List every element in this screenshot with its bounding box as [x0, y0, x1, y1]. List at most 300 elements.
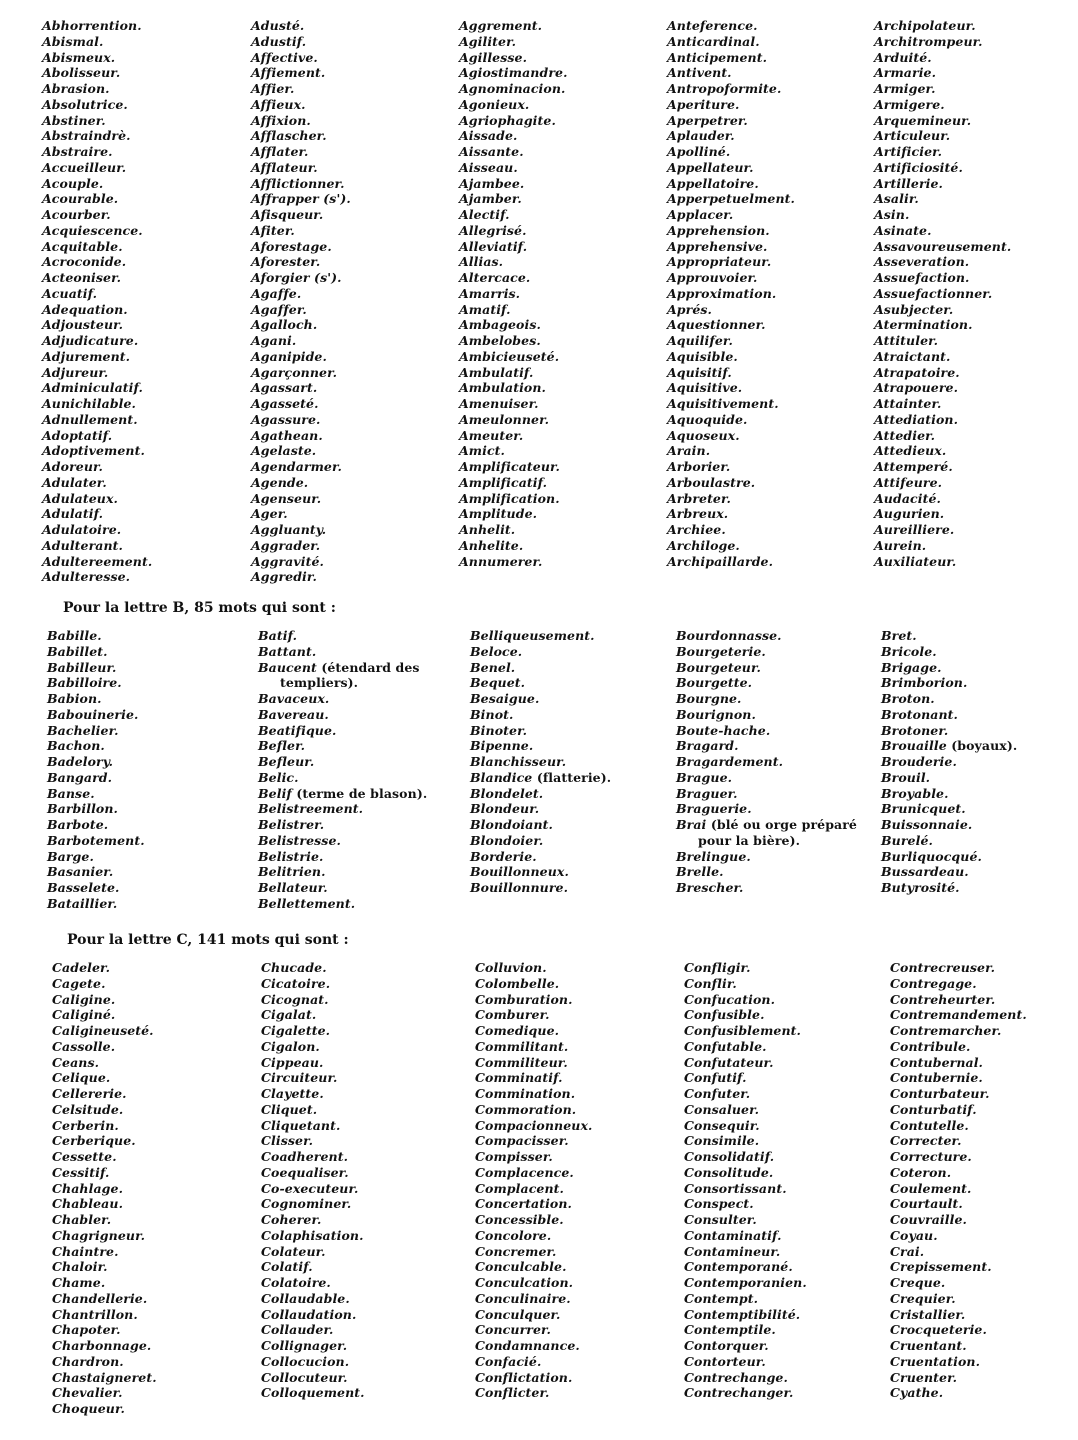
word-entry: Compacionneux.: [475, 1117, 593, 1133]
word-entry: Aggrement.: [459, 18, 543, 33]
word-entry: Contremandement.: [890, 1007, 1027, 1023]
entry-word: Borderie.: [470, 848, 537, 864]
word-entry: Aganipide.: [251, 348, 327, 364]
entry-word: Befleur.: [258, 754, 315, 769]
word-entry: [258, 707, 427, 723]
entry-word: Bourgeterie.: [676, 643, 766, 659]
word-entry: Aforester.: [251, 254, 321, 270]
word-entry: Antropoformite.: [667, 81, 782, 96]
word-column: [251, 18, 351, 585]
word-entry: Acouple.: [42, 175, 104, 191]
word-entry: [881, 675, 1017, 691]
word-entry: Aforestage.: [251, 238, 332, 254]
word-entry: Annumerer.: [459, 553, 543, 569]
entry-word: Brouaille: [881, 738, 947, 754]
word-entry: Adnullement.: [42, 411, 138, 427]
word-entry: [881, 691, 1017, 707]
word-entry: Consulter.: [684, 1212, 757, 1227]
word-entry: Aquoquide.: [667, 411, 748, 427]
word-entry: Coherer.: [261, 1212, 322, 1227]
word-entry: Chagrigneur.: [52, 1227, 146, 1243]
word-entry: Abstraindrè.: [42, 128, 131, 144]
word-entry: Consequir.: [684, 1117, 760, 1133]
entry-word: Belistrie.: [258, 848, 324, 864]
word-entry: Arboulastre.: [667, 474, 756, 490]
word-entry: Ambulatif.: [459, 364, 534, 380]
word-entry: Abstiner.: [42, 112, 106, 128]
word-entry: [258, 864, 427, 880]
word-entry: Cliquet.: [261, 1101, 318, 1117]
entry-word: Bourdonnasse.: [676, 628, 782, 643]
entry-word: Bourgette.: [676, 675, 753, 691]
word-entry: Aquisitif.: [667, 364, 732, 380]
word-entry: [47, 770, 145, 786]
entry-word: Babillet.: [47, 643, 108, 659]
word-entry: [676, 786, 857, 802]
word-entry: Confusible.: [684, 1007, 765, 1023]
word-entry: Amplitude.: [459, 506, 538, 522]
entry-word: Bellettement.: [258, 895, 356, 911]
entry-note-continuation: templiers).: [280, 675, 359, 691]
word-entry: Aquoseux.: [667, 427, 740, 443]
word-entry: Aprés.: [667, 301, 712, 317]
entry-word: Bussardeau.: [881, 864, 969, 880]
word-entry: Cessette.: [52, 1149, 117, 1164]
entry-word: Bachon.: [47, 738, 105, 754]
word-entry: Ajamber.: [459, 191, 522, 207]
word-entry: [676, 660, 857, 676]
word-entry: Coulement.: [890, 1180, 972, 1196]
entry-word: Braguerie.: [676, 801, 752, 817]
word-entry: Contempt.: [684, 1290, 759, 1306]
word-entry: Adultereement.: [42, 553, 153, 569]
word-entry: Ajambee.: [459, 175, 525, 191]
word-entry: [676, 675, 857, 691]
word-entry: Commination.: [475, 1086, 576, 1101]
word-entry: Contorquer.: [684, 1338, 769, 1353]
word-entry: Chevalier.: [52, 1385, 123, 1401]
word-entry: Creque.: [890, 1275, 946, 1290]
word-entry: [47, 880, 145, 896]
entry-word: Bourgne.: [676, 691, 742, 706]
word-entry: Afflictionner.: [251, 175, 345, 191]
word-entry: Agarçonner.: [251, 364, 338, 380]
word-entry: Contemporané.: [684, 1259, 793, 1275]
word-entry: Abismeux.: [42, 49, 116, 65]
word-entry: Adjudicature.: [42, 333, 139, 348]
entry-word: Belistreement.: [258, 801, 364, 817]
word-entry: Allias.: [459, 254, 504, 270]
word-entry: Cerberique.: [52, 1133, 136, 1149]
word-entry: Caligine.: [52, 991, 116, 1007]
word-entry: Abismal.: [42, 33, 104, 49]
word-entry: Ameuter.: [459, 427, 524, 443]
word-entry: Antivent.: [667, 65, 732, 81]
word-entry: Amict.: [459, 443, 506, 459]
word-entry: [258, 738, 427, 754]
entry-word: Brunicquet.: [881, 801, 966, 817]
word-entry: Architrompeur.: [874, 33, 983, 49]
word-entry: [470, 628, 611, 644]
word-entry: Amplificateur.: [459, 459, 561, 474]
word-entry: Cognominer.: [261, 1196, 352, 1212]
word-entry: [47, 707, 145, 723]
word-entry: [470, 864, 611, 880]
word-entry: Articuleur.: [874, 128, 951, 144]
word-entry: Aissade.: [459, 128, 518, 144]
word-entry: Cliquetant.: [261, 1117, 341, 1133]
word-entry: Abstraire.: [42, 144, 113, 159]
word-entry: Asinate.: [874, 222, 932, 238]
word-entry: Conculquer.: [475, 1306, 561, 1322]
word-entry: Apolliné.: [667, 144, 731, 159]
word-entry: Chame.: [52, 1275, 106, 1290]
word-column: [47, 628, 145, 912]
word-entry: Acteoniser.: [42, 270, 122, 285]
word-entry: Contrechanger.: [684, 1385, 794, 1401]
word-entry: Collocucion.: [261, 1353, 350, 1369]
word-entry: Chastaigneret.: [52, 1369, 157, 1385]
word-entry: Consolidatif.: [684, 1149, 775, 1164]
entry-word: Brigage.: [881, 659, 942, 675]
word-entry: Aissante.: [459, 144, 524, 159]
entry-word: Beatifique.: [258, 722, 337, 738]
word-entry: [258, 675, 427, 691]
word-entry: Agalloch.: [251, 317, 318, 333]
word-entry: Asubjecter.: [874, 301, 954, 317]
word-entry: Arborier.: [667, 459, 731, 474]
word-entry: Attituler.: [874, 333, 939, 348]
word-entry: Augurien.: [874, 506, 945, 522]
word-entry: Collaudable.: [261, 1290, 350, 1306]
word-entry: Contorteur.: [684, 1353, 766, 1369]
entry-word: Brotoner.: [881, 722, 949, 738]
entry-word: Brouil.: [881, 769, 931, 785]
word-entry: Confacié.: [475, 1353, 542, 1369]
word-entry: Chardron.: [52, 1353, 124, 1369]
word-entry: Acourber.: [42, 207, 111, 222]
entry-word: Bricole.: [881, 643, 937, 659]
word-entry: [470, 754, 611, 770]
entry-note: (boyaux).: [951, 738, 1018, 754]
entry-word: Bequet.: [470, 675, 526, 691]
entry-word: Buissonnaie.: [881, 817, 973, 832]
word-entry: [470, 738, 611, 754]
entry-word: Bouillonnure.: [470, 880, 569, 895]
entry-word: Binot.: [470, 706, 514, 722]
word-entry: [676, 770, 857, 786]
word-entry: Affieux.: [251, 96, 306, 112]
entry-word: Bataillier.: [47, 895, 118, 911]
word-entry: Affiement.: [251, 65, 326, 81]
word-entry: [881, 864, 1017, 880]
word-entry: Cruentation.: [890, 1353, 981, 1369]
entry-word: Braguer.: [676, 785, 738, 801]
word-entry: Confusiblement.: [684, 1023, 801, 1038]
word-entry: Conflir.: [684, 975, 737, 991]
entry-note: (flatterie).: [536, 769, 612, 785]
word-entry: Acquiescence.: [42, 222, 143, 238]
word-entry: Adoptatif.: [42, 427, 113, 443]
word-entry: Cyathe.: [890, 1385, 944, 1401]
word-entry: Agiliter.: [459, 33, 517, 49]
word-entry: Amarris.: [459, 285, 521, 301]
word-entry: Conturbatif.: [890, 1101, 977, 1117]
word-entry: Aquisitivement.: [667, 396, 779, 411]
word-entry: Cigalon.: [261, 1038, 320, 1054]
word-entry: [881, 849, 1017, 865]
word-entry: [258, 660, 427, 676]
word-entry: [676, 849, 857, 865]
word-entry: Aforgier (s').: [251, 270, 342, 285]
word-entry: [258, 644, 427, 660]
word-entry: [881, 707, 1017, 723]
word-entry: Compacisser.: [475, 1133, 569, 1149]
word-entry: Conculcation.: [475, 1275, 574, 1290]
word-entry: Adulater.: [42, 474, 107, 490]
word-entry: [47, 738, 145, 754]
word-entry: Conflictation.: [475, 1369, 573, 1385]
entry-word: Bavereau.: [258, 706, 329, 722]
word-entry: [470, 817, 611, 833]
entry-word: Besaigue.: [470, 691, 540, 706]
word-entry: Confucation.: [684, 991, 776, 1007]
word-column: [684, 960, 807, 1401]
word-entry: Adjureur.: [42, 364, 109, 380]
word-entry: Contremarcher.: [890, 1023, 1002, 1038]
word-entry: [676, 738, 857, 754]
word-entry: [470, 786, 611, 802]
word-entry: Cruentant.: [890, 1338, 967, 1353]
word-entry: Crocqueterie.: [890, 1322, 987, 1338]
word-entry: Colateur.: [261, 1243, 326, 1259]
entry-word: Blanchisseur.: [470, 754, 567, 769]
word-entry: [258, 849, 427, 865]
word-entry: [676, 880, 857, 896]
entry-word: Bellateur.: [258, 880, 328, 895]
entry-word: Bavaceux.: [258, 691, 330, 706]
word-entry: Archipaillarde.: [667, 553, 774, 569]
word-entry: Clisser.: [261, 1133, 314, 1149]
word-entry: Contrechange.: [684, 1369, 788, 1385]
word-entry: Conturbateur.: [890, 1086, 990, 1101]
word-entry: Agassart.: [251, 380, 318, 396]
word-entry: Altercace.: [459, 270, 531, 285]
entry-word: Blondoiant.: [470, 817, 553, 832]
word-entry: Aquestionner.: [667, 317, 766, 333]
word-entry: Confutateur.: [684, 1054, 774, 1070]
word-entry: Celique.: [52, 1070, 111, 1086]
entry-word: Babilloire.: [47, 675, 122, 691]
word-entry: Consortissant.: [684, 1180, 787, 1196]
word-entry: [258, 770, 427, 786]
entry-word: Brescher.: [676, 880, 744, 895]
word-entry: Crai.: [890, 1243, 925, 1259]
word-entry: Approximation.: [667, 285, 777, 301]
word-entry: Adminiculatif.: [42, 380, 144, 396]
word-entry: [470, 770, 611, 786]
word-entry: Attedier.: [874, 427, 936, 443]
word-entry: Cessitif.: [52, 1164, 110, 1180]
word-entry: Commilitant.: [475, 1038, 569, 1054]
word-entry: Contutelle.: [890, 1117, 969, 1133]
word-entry: Aperpetrer.: [667, 112, 748, 128]
word-entry: Afisqueur.: [251, 207, 324, 222]
word-entry: Arain.: [667, 443, 711, 459]
word-entry: Confuter.: [684, 1086, 751, 1101]
word-entry: Clayette.: [261, 1086, 324, 1101]
word-entry: [676, 801, 857, 817]
word-entry: [676, 628, 857, 644]
word-entry: Collaudation.: [261, 1306, 357, 1322]
word-entry: Applacer.: [667, 207, 734, 222]
word-entry: Correcter.: [890, 1133, 962, 1149]
word-entry: Confutif.: [684, 1070, 747, 1086]
word-entry: [676, 691, 857, 707]
word-entry: Contreheurter.: [890, 991, 996, 1007]
word-entry: Colloquement.: [261, 1385, 365, 1401]
word-entry: [470, 880, 611, 896]
word-entry: [47, 675, 145, 691]
entry-word: Badelory.: [47, 754, 114, 769]
word-entry: Chabler.: [52, 1212, 112, 1227]
word-entry: Agriophagite.: [459, 112, 556, 128]
word-entry: Adoreur.: [42, 459, 103, 474]
word-entry: Conculcable.: [475, 1259, 567, 1275]
word-entry: Agiostimandre.: [459, 65, 568, 81]
word-entry: Chableau.: [52, 1196, 124, 1212]
word-entry: Ager.: [251, 506, 288, 522]
word-entry: Consimile.: [684, 1133, 760, 1149]
word-entry: Comburation.: [475, 991, 573, 1007]
word-entry: [47, 754, 145, 770]
word-entry: Co-executeur.: [261, 1180, 359, 1196]
word-entry: [676, 833, 857, 849]
word-entry: Aquilifer.: [667, 333, 733, 348]
word-entry: [258, 691, 427, 707]
word-entry: Archiloge.: [667, 537, 740, 553]
word-entry: Cicatoire.: [261, 975, 331, 991]
word-entry: Arbreter.: [667, 490, 731, 506]
entry-word: Bragardement.: [676, 754, 784, 769]
word-entry: Aunichilable.: [42, 396, 137, 411]
word-entry: Atrapatoire.: [874, 364, 960, 380]
word-entry: Archipolateur.: [874, 18, 976, 33]
entry-word: Basselete.: [47, 880, 120, 895]
word-entry: Agillesse.: [459, 49, 528, 65]
word-entry: Correcture.: [890, 1149, 972, 1164]
word-entry: Ambelobes.: [459, 333, 541, 348]
word-entry: Adulatif.: [42, 506, 104, 522]
word-entry: Acuatif.: [42, 285, 98, 301]
word-entry: Adustif.: [251, 33, 307, 49]
word-entry: Asalir.: [874, 191, 919, 207]
word-column: [890, 960, 1027, 1401]
word-entry: Condamnance.: [475, 1338, 580, 1353]
word-entry: [881, 801, 1017, 817]
word-entry: [881, 660, 1017, 676]
word-entry: [47, 644, 145, 660]
word-entry: Cruenter.: [890, 1369, 958, 1385]
entry-word: Boute-hache.: [676, 722, 771, 738]
word-entry: Chaloir.: [52, 1259, 108, 1275]
entry-word: Basanier.: [47, 864, 114, 880]
word-entry: Coequaliser.: [261, 1164, 349, 1180]
word-entry: Assavoureusement.: [874, 238, 1012, 254]
word-entry: Acourable.: [42, 191, 119, 207]
word-entry: Concremer.: [475, 1243, 557, 1259]
entry-word: Brimborion.: [881, 675, 968, 691]
word-entry: Aquisible.: [667, 348, 738, 364]
word-entry: [47, 896, 145, 912]
word-entry: Concurrer.: [475, 1322, 551, 1338]
word-entry: Contribule.: [890, 1038, 971, 1054]
word-entry: Attainter.: [874, 396, 942, 411]
word-entry: Adulatoire.: [42, 522, 122, 537]
word-entry: Conspect.: [684, 1196, 754, 1212]
word-entry: Consolitude.: [684, 1164, 774, 1180]
word-entry: Adjurement.: [42, 348, 131, 364]
word-entry: [881, 833, 1017, 849]
entry-word: Bachelier.: [47, 722, 119, 738]
word-entry: Colatoire.: [261, 1275, 331, 1290]
word-entry: Auxiliateur.: [874, 553, 957, 569]
word-entry: Agonieux.: [459, 96, 530, 112]
word-entry: Aisseau.: [459, 159, 518, 175]
word-entry: Chantrillon.: [52, 1306, 138, 1322]
word-entry: Confligir.: [684, 960, 751, 975]
entry-word: Belitrien.: [258, 864, 326, 880]
word-entry: [676, 707, 857, 723]
word-entry: [47, 660, 145, 676]
word-column: [470, 628, 611, 896]
word-entry: Contaminatif.: [684, 1227, 782, 1243]
word-entry: [47, 801, 145, 817]
word-entry: Acroconide.: [42, 254, 127, 270]
entry-note: (terme de blason).: [296, 785, 428, 801]
word-entry: Caligineuseté.: [52, 1023, 154, 1038]
word-entry: Chucade.: [261, 960, 327, 975]
word-entry: Asseveration.: [874, 254, 970, 270]
word-entry: Contregage.: [890, 975, 977, 991]
word-entry: Couvraille.: [890, 1212, 967, 1227]
word-column: [475, 960, 592, 1401]
entry-word: Babilleur.: [47, 659, 117, 675]
word-column: [881, 628, 1017, 896]
word-entry: Cellererie.: [52, 1086, 127, 1101]
word-entry: [881, 817, 1017, 833]
word-entry: [470, 660, 611, 676]
word-entry: Alectif.: [459, 207, 510, 222]
word-entry: Attediation.: [874, 411, 959, 427]
word-entry: [47, 723, 145, 739]
word-entry: Attedieux.: [874, 443, 947, 459]
word-entry: Aggredir.: [251, 569, 317, 585]
entry-word: Bouillonneux.: [470, 864, 569, 880]
entry-word: Blondoier.: [470, 832, 544, 848]
word-entry: Comburer.: [475, 1007, 550, 1023]
word-column: [874, 18, 1011, 569]
word-entry: [881, 786, 1017, 802]
word-entry: Artificiosité.: [874, 159, 963, 175]
entry-word: Burliquocqué.: [881, 848, 982, 864]
word-entry: Chandellerie.: [52, 1290, 148, 1306]
word-entry: Amenuiser.: [459, 396, 539, 411]
word-entry: [47, 817, 145, 833]
entry-word: Blondelet.: [470, 785, 544, 801]
word-entry: [470, 691, 611, 707]
word-column: [52, 960, 157, 1417]
